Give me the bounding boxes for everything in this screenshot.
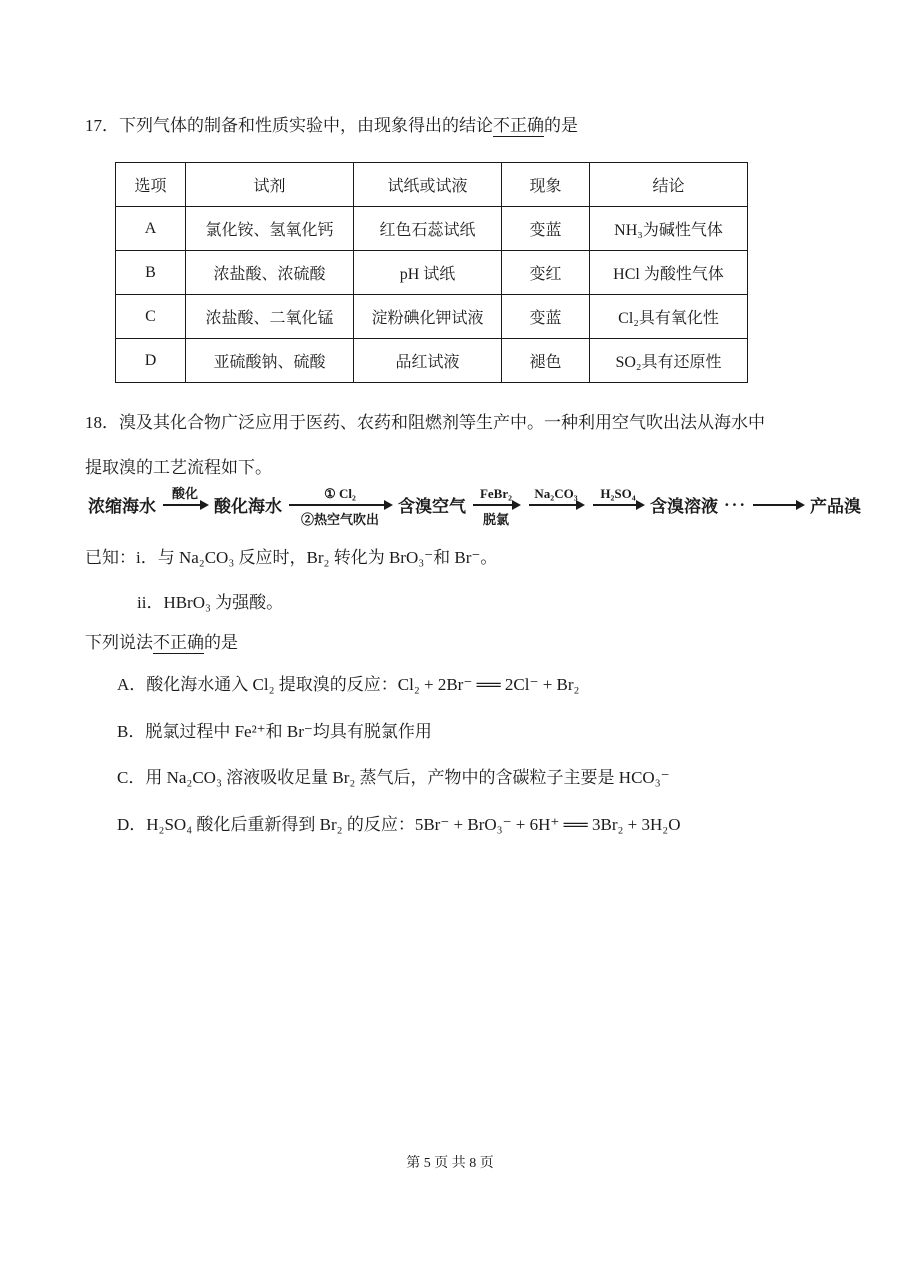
page-number: 第 5 页 共 8 页 [406, 1156, 494, 1171]
question-18-intro-line2: 提取溴的工艺流程如下。 [85, 458, 272, 477]
table-row [116, 207, 748, 251]
header-cell: 选项 [116, 163, 186, 207]
flow-arrow-final [753, 504, 803, 506]
table-cell: B [116, 251, 186, 295]
table-cell: 褪色 [502, 339, 590, 383]
table-cell: C [116, 295, 186, 339]
header-cell: 现象 [502, 163, 590, 207]
known-fact-i: 已知：i．与 Na₂CO₃ 反应时，Br₂ 转化为 BrO₃⁻和 Br⁻。 [85, 548, 498, 567]
table-cell: 变蓝 [502, 207, 590, 251]
flow-arrow-sodium-carbonate [529, 485, 583, 506]
header-cell: 结论 [590, 163, 748, 207]
table-cell: pH 试纸 [354, 251, 502, 295]
question-17-title [85, 114, 578, 138]
question-18-stem [85, 631, 238, 655]
flow-arrow-dechlorinate [473, 485, 519, 527]
q18-stem-underlined: 不正确 [153, 633, 204, 652]
q17-title-suffix: 的是 [544, 116, 578, 135]
flow-node-bromine-air: 含溴空气 [398, 497, 466, 516]
flow-arrow-label: 脱氯 [482, 511, 510, 527]
table-cell: 变红 [502, 251, 590, 295]
table-cell: HCl 为酸性气体 [590, 251, 748, 295]
q18-stem-prefix: 下列说法 [85, 633, 153, 652]
q17-title-prefix: 17．下列气体的制备和性质实验中，由现象得出的结论 [85, 116, 493, 135]
flow-arrow-label: Na₂CO₃ [534, 485, 578, 501]
flow-arrow-label: FeBr₂ [479, 485, 513, 501]
q17-title-underlined: 不正确 [493, 116, 544, 135]
table-cell: 亚硫酸钠、硫酸 [186, 339, 354, 383]
table-cell: NH₃为碱性气体 [590, 207, 748, 251]
table-cell: 品红试液 [354, 339, 502, 383]
q18-stem-suffix: 的是 [204, 633, 238, 652]
flow-arrow-label: 酸化 [171, 485, 199, 501]
table-cell: 淀粉碘化钾试液 [354, 295, 502, 339]
option-a: A．酸化海水通入 Cl₂ 提取溴的反应：Cl₂ + 2Br⁻ ══ 2Cl⁻ + Br₂ [117, 675, 580, 694]
flow-node-bromine-solution: 含溴溶液 [650, 497, 718, 516]
table-row [116, 251, 748, 295]
table-cell: A [116, 207, 186, 251]
table-row [116, 339, 748, 383]
flow-arrow-sulfuric-acid [593, 485, 643, 506]
flow-arrow-label: ②热空气吹出 [300, 511, 380, 527]
flow-arrow-acidify [163, 485, 207, 506]
table-header-row [116, 163, 748, 207]
flow-arrow-label: ① Cl₂ [324, 485, 356, 501]
flow-arrow-chlorine-airblow [289, 485, 391, 527]
question-18-intro-line1: 18．溴及其化合物广泛应用于医药、农药和阻燃剂等生产中。一种利用空气吹出法从海水中 [85, 413, 765, 432]
flow-node-concentrated-seawater: 浓缩海水 [88, 497, 156, 516]
flow-node-acidified-seawater: 酸化海水 [214, 497, 282, 516]
table-cell: 浓盐酸、浓硫酸 [186, 251, 354, 295]
table-cell: 氯化铵、氢氧化钙 [186, 207, 354, 251]
table-cell: 浓盐酸、二氧化锰 [186, 295, 354, 339]
table-row [116, 295, 748, 339]
table-cell: 红色石蕊试纸 [354, 207, 502, 251]
table-cell: SO₂具有还原性 [590, 339, 748, 383]
flow-ellipsis: ··· [724, 494, 748, 514]
process-flow-diagram [86, 485, 863, 527]
option-b: B．脱氯过程中 Fe²⁺和 Br⁻均具有脱氯作用 [117, 722, 432, 741]
known-fact-ii: ii．HBrO₃ 为强酸。 [137, 593, 284, 612]
header-cell: 试纸或试液 [354, 163, 502, 207]
table-cell: 变蓝 [502, 295, 590, 339]
header-cell: 试剂 [186, 163, 354, 207]
option-d: D．H₂SO₄ 酸化后重新得到 Br₂ 的反应：5Br⁻ + BrO₃⁻ + 6H⁺ ══ 3Br₂ + 3H₂O [117, 815, 681, 834]
flow-node-product-bromine: 产品溴 [810, 497, 862, 516]
table-cell: Cl₂具有氧化性 [590, 295, 748, 339]
q17-experiment-table [115, 162, 748, 383]
table-cell: D [116, 339, 186, 383]
option-c: C．用 Na₂CO₃ 溶液吸收足量 Br₂ 蒸气后，产物中的含碳粒子主要是 HCO₃⁻ [117, 768, 670, 787]
flow-arrow-label: H₂SO₄ [600, 485, 636, 501]
